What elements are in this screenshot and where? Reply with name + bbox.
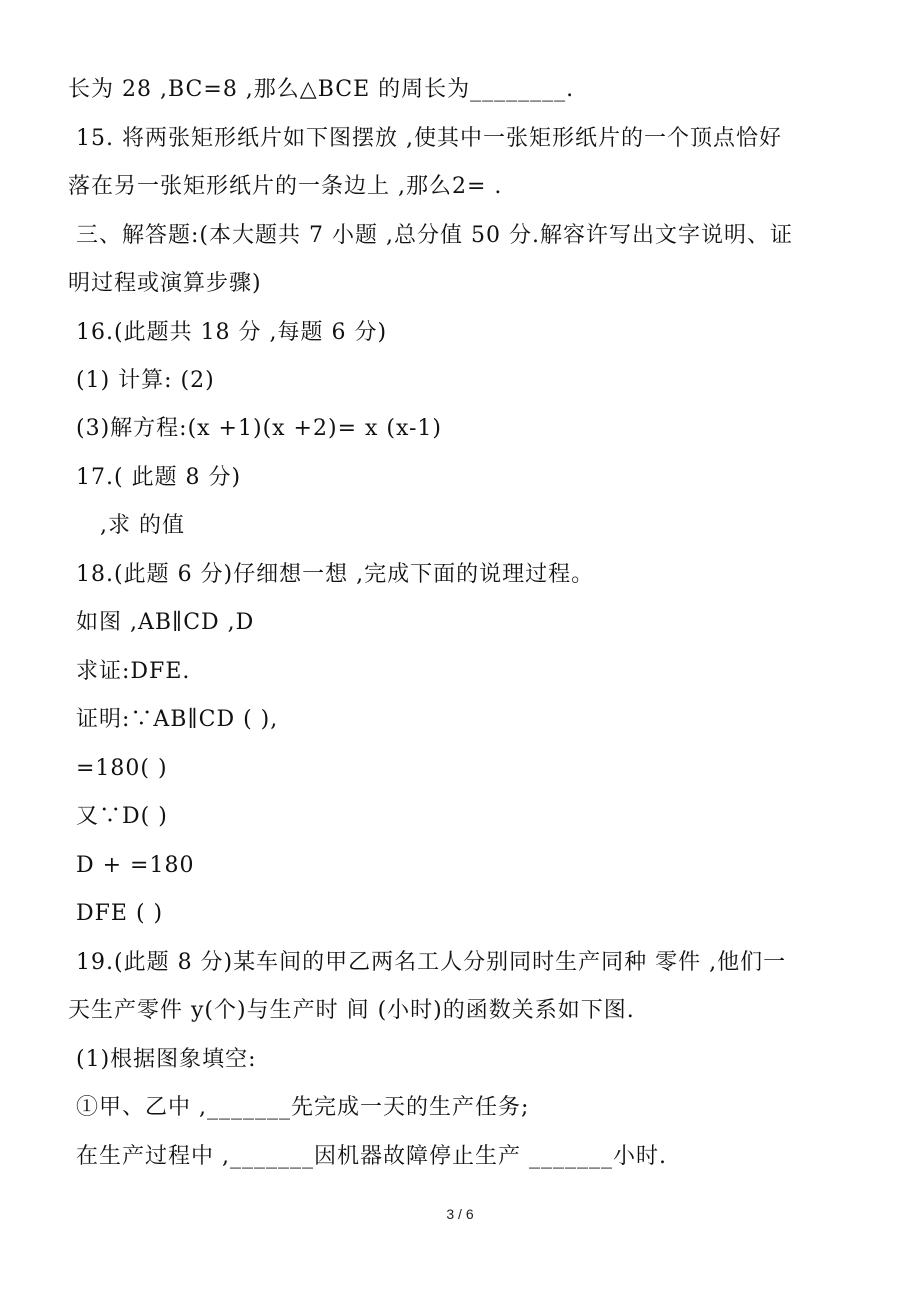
text-line: 明过程或演算步骤) bbox=[68, 271, 262, 296]
text-line: D + =180 bbox=[76, 853, 195, 878]
text-line: (1) 计算: (2) bbox=[76, 368, 215, 393]
text-line: 又∵D( ) bbox=[76, 804, 168, 829]
text-line: (1)根据图象填空: bbox=[76, 1047, 257, 1072]
text-line: =180( ) bbox=[76, 756, 168, 781]
page-number: 3 / 6 bbox=[446, 1206, 474, 1222]
text-line: (3)解方程:(x +1)(x +2)= x (x-1) bbox=[76, 416, 443, 441]
question-15-line: 15. 将两张矩形纸片如下图摆放 ,使其中一张矩形纸片的一个顶点恰好 bbox=[76, 126, 782, 151]
text-line: 求证:DFE. bbox=[76, 659, 191, 684]
text-line: ,求 的值 bbox=[100, 513, 185, 538]
section-heading: 三、解答题:(本大题共 7 小题 ,总分值 50 分.解容许写出文字说明、证 bbox=[76, 223, 793, 248]
question-18-line: 18.(此题 6 分)仔细想一想 ,完成下面的说理过程。 bbox=[76, 562, 595, 587]
text-line: 在生产过程中 ,_______因机器故障停止生产 _______小时. bbox=[76, 1144, 667, 1169]
text-line: 证明:∵AB∥CD ( ), bbox=[76, 707, 279, 732]
question-19-line: 19.(此题 8 分)某车间的甲乙两名工人分别同时生产同种 零件 ,他们一 bbox=[76, 950, 787, 975]
text-line: DFE ( ) bbox=[76, 901, 164, 926]
text-line: ①甲、乙中 ,_______先完成一天的生产任务; bbox=[76, 1095, 530, 1120]
question-16-line: 16.(此题共 18 分 ,每题 6 分) bbox=[76, 320, 388, 345]
text-line: 长为 28 ,BC=8 ,那么△BCE 的周长为________. bbox=[68, 77, 575, 102]
text-line: 落在另一张矩形纸片的一条边上 ,那么2= . bbox=[68, 174, 503, 199]
text-line: 天生产零件 y(个)与生产时 间 (小时)的函数关系如下图. bbox=[68, 998, 635, 1023]
text-line: 如图 ,AB∥CD ,D bbox=[76, 610, 255, 635]
question-17-line: 17.( 此题 8 分) bbox=[76, 465, 242, 490]
